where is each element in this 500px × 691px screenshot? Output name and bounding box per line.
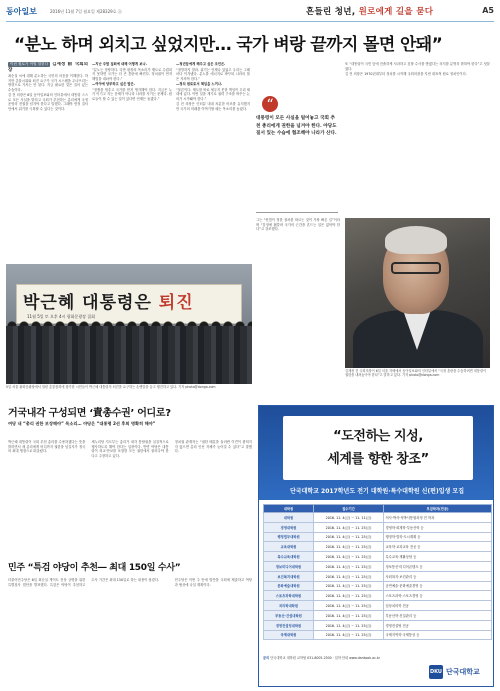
- table-cell: 경영컨설팅 전공: [384, 620, 492, 630]
- page-number: A5: [482, 6, 494, 15]
- ad-title: 단국대학교 2017학년도 전기 대학원·특수대학원 신(편)입생 모집: [289, 488, 464, 495]
- interview-paragraph: “물론이다. 제도를 바로 세우지 못한 책임이 우리 세대에 있다. 이번 일을 계기로 권력 구조를 바꾸는 논의가 시작돼야 한다.”: [176, 87, 250, 101]
- protest-banner-text: [23, 288, 194, 313]
- interview-column-2: [92, 62, 172, 258]
- protest-banner: [16, 284, 242, 324]
- table-cell: 2016. 11. 4(금) ~ 11. 25(금): [314, 591, 384, 601]
- table-cell: 사회복지·보건관리 등: [384, 571, 492, 581]
- table-cell: 공연예술·문화예술경영 등: [384, 581, 492, 591]
- protest-photo: [6, 264, 252, 384]
- interview-question: —정치 원로로서 책임을 느끼나.: [176, 82, 223, 86]
- table-cell: 2016. 11. 4(금) ~ 11. 25(금): [314, 552, 384, 562]
- interview-paragraph: 김 전 의장은 6일 동아일보와의 인터뷰에서 대통령 스스로 모든 사실을 밝히고 국회가 추천하는 총리에게 국정 운영의 전권을 넘겨야 한다고 말했다. 그래야 헌정 질서 안에서 위기를 극복할 수 있다는 것이다.: [8, 93, 88, 111]
- table-row: [264, 532, 492, 542]
- interview-paragraph: 최순실 씨에 대해 분노하는 국민의 마음을 이해한다. 하지만 촛불시위와 퇴진 요구가 국가 시스템을 무너뜨리는 방향으로 가서는 안 된다. 지금 필요한 것은 질서 있는 수습이다.: [8, 74, 88, 92]
- ad-banner: [259, 406, 494, 500]
- table-cell: 스포츠과학·스포츠경영 등: [384, 591, 492, 601]
- pull-quote: 대통령이 모든 사실을 털어놓고 국회 추천 총리에게 권한을 넘겨야 한다. 야당도 질서 있는 수습에 협조해야 나라가 산다.: [256, 116, 337, 136]
- table-cell: 문화예술대학원: [264, 581, 314, 591]
- photo-hair: [385, 226, 447, 254]
- divider: [256, 212, 338, 213]
- photo-caption: 김재정 전 국회의장이 6일 서울 자택에서 동아일보와의 인터뷰에서 “국정 혼란을 수습하려면 대통령이 권한을 내려놓아야 한다”고 말하고 있다. 기자 photo@donga.com: [345, 369, 487, 378]
- series-kicker: 이런 원로가 이럴 말한다: [10, 62, 49, 66]
- table-row: [264, 552, 492, 562]
- protest-banner-main: 박근혜 대통령은: [23, 293, 152, 313]
- table-cell: 치의학대학원: [264, 601, 314, 611]
- ad-slogan-line1: “도전하는 지성,: [333, 429, 423, 444]
- story3-paragraph: 민주당은 이번 주 안에 법안을 국회에 제출하고 여당과 협상에 나설 계획이다.: [174, 578, 252, 587]
- table-cell: 2016. 11. 4(금) ~ 11. 25(금): [314, 522, 384, 532]
- interview-paragraph: 김 전 의장은 인터뷰 내내 차분한 어조를 유지했지만 국가의 미래를 이야기할 때는 목소리를 높였다.: [176, 102, 250, 111]
- university-logo-name: 단국대학교: [446, 668, 480, 676]
- table-cell: 보건복지대학원: [264, 571, 314, 581]
- table-cell: 경영학·회계학·부동산학 등: [384, 522, 492, 532]
- story2-subhead-text: 여당 내 “총리 권한 보장해야” 목소리… 야당은 “대통령 2선 후퇴 명확히 해야”: [8, 421, 156, 426]
- table-cell: 부동산학·건설관리 등: [384, 610, 492, 620]
- table-cell: 대학원: [264, 513, 314, 523]
- interview-paragraph: 또 “대통령이 국민 앞에 진솔하게 사과하고 검찰 수사를 받겠다는 의지를 분명히 밝혀야 한다”고 덧붙였다.: [345, 62, 490, 71]
- story3-paragraph: 더불어민주당은 6일 최순실 게이트 진상 규명을 위한 특별검사 법안을 발표했다. 특검은 야당이 추천하고 수사 기간은 최대 150일로 하는 내용이 담겼다.: [8, 578, 160, 587]
- table-cell: 2016. 11. 4(금) ~ 11. 25(금): [314, 571, 384, 581]
- story3-headline: 민주 “특검 야당이 추천― 최대 150일 수사”: [8, 563, 181, 573]
- table-cell: 2016. 11. 4(금) ~ 11. 25(금): [314, 561, 384, 571]
- protest-banner-subtext: 11월 5일 토 오후 4시 광화문광장 집회: [27, 314, 96, 319]
- page-section-title-b: 원로에게 길을 묻다: [358, 7, 434, 17]
- interview-paragraph: 그는 “헌법이 정한 절차를 따르는 것이 가장 빠른 길”이라며 “감정에 휩쓸려 국가의 근간을 흔드는 일은 없어야 한다”고 강조했다.: [256, 218, 340, 231]
- table-row: [264, 513, 492, 523]
- crowd: [6, 326, 252, 384]
- masthead: [6, 4, 494, 22]
- interview-paragraph: “절망하지 말라. 위기는 언제나 있었고 우리는 그때마다 이겨냈다. 분노를 에너지로 바꾸되 나라의 틀은 지켜야 한다.”: [176, 67, 250, 81]
- table-cell: 국제지역학·국제통상 등: [384, 630, 492, 640]
- table-cell: 2016. 11. 4(금) ~ 11. 25(금): [314, 601, 384, 611]
- story3-body: [8, 578, 252, 686]
- admissions-table: [263, 504, 492, 640]
- table-row: [264, 601, 492, 611]
- interview-question: —여야에 당부하고 싶은 말은.: [92, 82, 136, 86]
- interview-question: —지난 주말 집회에 대해 어떻게 보나.: [92, 62, 147, 66]
- table-cell: 2016. 11. 4(금) ~ 11. 25(금): [314, 630, 384, 640]
- table-row: [264, 571, 492, 581]
- table-header: 대학원: [264, 505, 314, 513]
- table-row: [264, 591, 492, 601]
- table-cell: 교육대학원: [264, 542, 314, 552]
- ad-footer-label: 문의: [263, 656, 270, 660]
- table-row: [264, 522, 492, 532]
- protest-photo-caption: 5일 서울 광화문광장에서 열린 촛불집회에 참가한 시민들이 박근혜 대통령의 퇴진을 요구하는 손팻말을 들고 행진하고 있다. 기자 photo@donga.com: [6, 385, 216, 389]
- story2-headline: 거국내각 구성되면 ‘責총수권’ 어디로?: [8, 408, 171, 419]
- table-cell: 2016. 11. 4(금) ~ 11. 25(금): [314, 620, 384, 630]
- table-cell: 스포츠과학대학원: [264, 591, 314, 601]
- interviewee-byline: 김재정 前 국회의장: [8, 62, 88, 73]
- story2-paragraph: 박근혜 대통령이 국회 추천 총리를 수용하겠다는 뜻을 밝히면서 새 총리에게 어디까지 권한을 넘길지가 정국의 최대 쟁점으로 떠올랐다.: [8, 440, 86, 453]
- quote-mark-icon: “: [262, 96, 278, 112]
- photo-glasses: [391, 262, 441, 274]
- table-cell: 정보통신·미디어콘텐츠 등: [384, 561, 492, 571]
- table-row: [264, 610, 492, 620]
- table-cell: 임상치의학 전공: [384, 601, 492, 611]
- table-cell: 정보미디어대학원: [264, 561, 314, 571]
- university-logo-mark: DKU: [429, 665, 443, 679]
- ad-slogan: [283, 416, 473, 480]
- table-cell: 2016. 11. 4(금) ~ 11. 25(금): [314, 532, 384, 542]
- interviewee-photo: [345, 218, 490, 368]
- table-cell: 2016. 11. 4(금) ~ 11. 25(금): [314, 581, 384, 591]
- ad-footer-text: 단국대학교 대학원 교학팀 031-8005-2500 · 입학 안내 www.dankook.ac.kr: [270, 656, 380, 660]
- table-cell: 국제대학원: [264, 630, 314, 640]
- table-cell: 2016. 11. 4(금) ~ 11. 25(금): [314, 610, 384, 620]
- table-row: [264, 620, 492, 630]
- table-row: [264, 542, 492, 552]
- interview-question: —청년들에게 해주고 싶은 조언은.: [176, 62, 226, 66]
- story2-paragraph: 새누리당 지도부는 총리가 내각 통할권을 실질적으로 행사하도록 해야 한다는 입장이다. 반면 야당은 대통령이 외교·안보를 포함한 모든 권한에서 물러나야 한다고 주장하고 있다.: [91, 440, 169, 458]
- page-section-title: [306, 5, 433, 17]
- table-cell: 행정법무대학원: [264, 532, 314, 542]
- table-cell: 행정학·법학·도시계획 등: [384, 532, 492, 542]
- interview-paragraph: 김 전 의장은 1970년대부터 정치를 시작해 국회의장을 지낸 대표적 원로 정치인이다.: [345, 72, 467, 76]
- table-row: [264, 561, 492, 571]
- table-row: [264, 581, 492, 591]
- main-headline: “분노 하며 외치고 싶었지만… 국가 벼랑 끝까지 몰면 안돼”: [14, 35, 443, 55]
- interview-column-1: [8, 62, 88, 258]
- story2-body: [8, 440, 252, 555]
- interview-column-4: [256, 218, 340, 258]
- interview-column-5: [345, 62, 490, 212]
- table-cell: 석사·박사·석박사통합과정 전 학과: [384, 513, 492, 523]
- interview-paragraph: “정쟁을 멈추고 국가를 먼저 생각해야 한다. 지금은 누가 이기고 지는 문제가 아니라 나라를 지키는 문제다. 원로들이 할 수 있는 일이 있다면 언제든 돕겠다.”: [92, 87, 172, 101]
- table-cell: 경영대학원: [264, 522, 314, 532]
- table-row: [264, 630, 492, 640]
- table-cell: 2016. 11. 4(금) ~ 11. 25(금): [314, 542, 384, 552]
- interview-paragraph: “분노는 정당하다. 다만 광장의 목소리가 제도로 수렴되지 못하면 국가는 더 큰 혼란에 빠진다. 정치권이 먼저 해법을 내놔야 한다.”: [92, 67, 172, 81]
- table-cell: 부동산·건설대학원: [264, 610, 314, 620]
- protest-banner-accent: 퇴진: [158, 293, 194, 313]
- table-header: 모집학과(전공): [384, 505, 492, 513]
- newspaper-logo: 동아일보: [6, 7, 37, 16]
- interview-column-3: [176, 62, 250, 258]
- ad-slogan-line2: 세계를 향한 창조”: [327, 452, 429, 467]
- table-cell: 특수교육·재활상담 등: [384, 552, 492, 562]
- story2-paragraph: 정치권 관계자는 “권한 배분을 둘러싼 이견이 좁혀지지 않으면 총리 인선 자체가 늦어질 수 있다”고 말했다.: [174, 440, 252, 453]
- university-ad: [258, 405, 494, 687]
- university-logo: [429, 664, 487, 680]
- table-cell: 2016. 11. 4(금) ~ 11. 11(금): [314, 513, 384, 523]
- table-header: 접수기간: [314, 505, 384, 513]
- dateline: 2016년 11월 7일 월요일 제28329호 ⓐ: [50, 9, 122, 14]
- story2-subhead: [8, 421, 252, 439]
- table-cell: 특수교육대학원: [264, 552, 314, 562]
- table-cell: 경영컨설팅대학원: [264, 620, 314, 630]
- page-section-title-a: 흔들린 청년,: [306, 7, 359, 17]
- table-cell: 교육학·교과교육 전공 등: [384, 542, 492, 552]
